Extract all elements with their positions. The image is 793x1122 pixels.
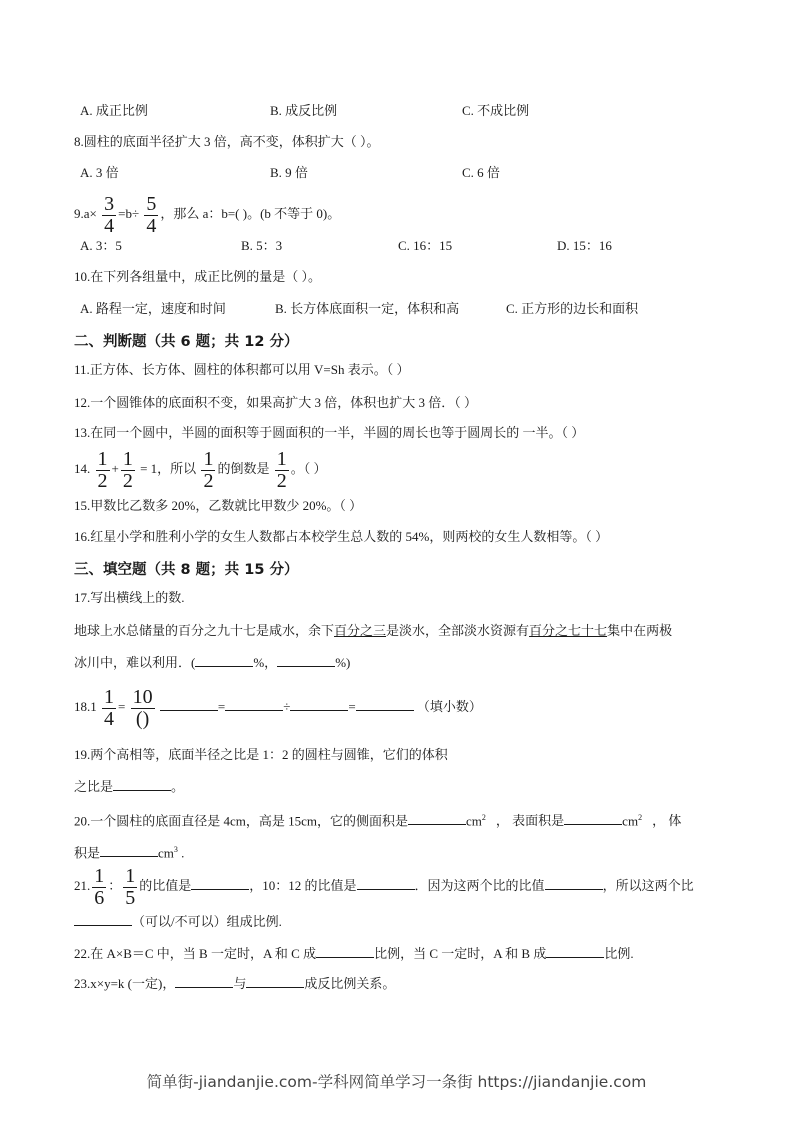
answer-blank[interactable]: [290, 698, 348, 711]
fraction-1-2: $\frac{1}{2}$: [203, 448, 214, 492]
q23: [74, 975, 395, 993]
q17-text: 集中在两极: [607, 623, 673, 638]
q21-text: ．因为这两个比的比值: [414, 877, 545, 893]
footer-watermark: 简单街-jiandanjie.com-学科网简单学习一条街 https://jiandanjie.com: [146, 1073, 647, 1091]
equals: =: [348, 699, 356, 714]
unit: cm: [466, 813, 482, 829]
answer-blank[interactable]: [191, 877, 249, 890]
q21-line2: [74, 913, 282, 931]
q19-text: 之比是: [74, 779, 114, 794]
period: .: [181, 845, 185, 861]
q9-option-a: A. 3：5: [80, 238, 122, 253]
q9-option-b: B. 5：3: [241, 238, 283, 253]
answer-blank[interactable]: [100, 844, 158, 857]
q15: 15.甲数比乙数多 20%，乙数就比甲数少 20%。（ ）: [74, 498, 363, 513]
answer-blank[interactable]: [113, 778, 171, 791]
unit: cm: [158, 845, 174, 861]
q20-text: ， 体: [652, 813, 682, 829]
q23-text: 23.x×y=k (一定)，: [74, 976, 176, 991]
q14-mid: 的倒数是: [217, 460, 270, 476]
superscript: 2: [481, 813, 486, 822]
q17-title: 17.写出横线上的数.: [74, 590, 185, 605]
q21-line1: [74, 866, 694, 908]
q9-option-c: C. 16：15: [398, 238, 453, 253]
q16: 16.红星小学和胜利小学的女生人数都占本校学生总人数的 54%，则两校的女生人数相等。（ ）: [74, 529, 609, 544]
q13: 13.在同一个圆中，半圆的面积等于圆面积的一半，半圆的周长也等于圆周长的 一半。（ ）: [74, 425, 585, 440]
underlined-text: 百分之三: [334, 623, 387, 638]
q19-end: 。: [171, 779, 185, 794]
colon: ：: [108, 877, 122, 893]
q9-stem: [74, 194, 340, 236]
answer-blank[interactable]: [546, 945, 604, 958]
q21-text: （可以/不可以）组成比例.: [132, 914, 282, 929]
q14-prefix: 14.: [74, 460, 91, 476]
q9-mid: =b÷: [118, 205, 140, 221]
q8-stem: 8.圆柱的底面半径扩大 3 倍，高不变，体积扩大（ ）。: [74, 134, 380, 149]
q21-prefix: 21.: [74, 877, 91, 893]
superscript: 3: [173, 845, 178, 854]
q20-text: 20.一个圆柱的底面直径是 4cm，高是 15cm，它的侧面积是: [74, 813, 409, 829]
equals: =: [217, 699, 226, 714]
q17-text: 地球上水总储量的百分之九十七是咸水，余下: [74, 623, 335, 638]
q14-suffix: 。（ ）: [290, 460, 327, 476]
answer-blank[interactable]: [175, 975, 233, 988]
q14: [74, 449, 326, 491]
q19-line1: 19.两个高相等，底面半径之比是 1：2 的圆柱与圆锥，它们的体积: [74, 747, 448, 762]
percent: %): [335, 655, 351, 670]
q8-option-c: C. 6 倍: [462, 165, 500, 180]
q22-text: 22.在 A×B＝C 中，当 B 一定时，A 和 C 成: [74, 946, 317, 961]
fraction-5-4: $\frac{5}{4}$: [146, 193, 157, 237]
q21-text: 的比值是: [139, 877, 192, 893]
q10-stem: 10.在下列各组量中，成正比例的量是（ ）。: [74, 269, 322, 284]
q18: [74, 684, 482, 730]
section-heading-judgment: 二、判断题（共 6 题；共 12 分）: [74, 334, 299, 350]
answer-blank[interactable]: [408, 812, 466, 825]
section-heading-fill: 三、填空题（共 8 题；共 15 分）: [74, 562, 299, 578]
q8-option-b: B. 9 倍: [270, 165, 308, 180]
q18-prefix: 18.1: [74, 699, 97, 714]
q7-option-a: A. 成正比例: [80, 103, 148, 118]
answer-blank[interactable]: [316, 945, 374, 958]
q23-text: 与: [233, 976, 247, 991]
fraction-1-2: $\frac{1}{2}$: [97, 448, 108, 492]
q20-text: 积是: [74, 845, 101, 861]
q17-text: 是淡水，全部淡水资源有: [386, 623, 530, 638]
equals: =: [118, 699, 126, 714]
superscript: 2: [638, 813, 643, 822]
q11: 11.正方体、长方体、圆柱的体积都可以用 V=Sh 表示。（ ）: [74, 362, 410, 377]
q14-eq: = 1，所以: [140, 460, 197, 476]
answer-blank[interactable]: [74, 913, 132, 926]
q9-option-d: D. 15：16: [557, 238, 612, 253]
fraction-3-4: $\frac{3}{4}$: [104, 193, 115, 237]
q8-option-a: A. 3 倍: [80, 165, 119, 180]
answer-blank[interactable]: [195, 654, 253, 667]
answer-blank[interactable]: [356, 698, 414, 711]
q21-text: ，所以这两个比: [602, 877, 694, 893]
fraction-1-4: $\frac{1}{4}$: [104, 686, 114, 731]
percent: %，: [253, 655, 278, 670]
answer-blank[interactable]: [225, 698, 283, 711]
q17-text: 冰川中，难以利用．(: [74, 655, 196, 670]
q10-option-c: C. 正方形的边长和面积: [506, 301, 639, 316]
q7-option-c: C. 不成比例: [462, 103, 530, 118]
plus-sign: +: [111, 460, 119, 476]
fraction-1-2: $\frac{1}{2}$: [276, 448, 287, 492]
q23-text: 成反比例关系。: [304, 976, 396, 991]
q9-suffix: ，那么 a：b=( )。(b 不等于 0)。: [160, 205, 341, 221]
q18-note: （填小数）: [416, 699, 482, 714]
fraction-1-2: $\frac{1}{2}$: [122, 448, 133, 492]
answer-blank[interactable]: [564, 812, 622, 825]
q10-option-a: A. 路程一定，速度和时间: [80, 301, 226, 316]
unit: cm: [622, 813, 639, 829]
answer-blank[interactable]: [277, 654, 335, 667]
answer-blank[interactable]: [246, 975, 304, 988]
q22: [74, 945, 634, 963]
q22-text: 比例，当 C 一定时，A 和 B 成: [374, 946, 547, 961]
q17-body: [74, 622, 672, 640]
q19-line2: [74, 778, 184, 796]
answer-blank[interactable]: [357, 877, 415, 890]
q7-option-b: B. 成反比例: [270, 103, 338, 118]
fraction-1-5: $\frac{1}{5}$: [125, 865, 136, 909]
answer-blank[interactable]: [160, 698, 218, 711]
q20-line1: [74, 809, 681, 830]
q20-line2: [74, 841, 184, 862]
fraction-10-blank: $\frac{10}{()}$: [132, 686, 153, 731]
divide-sign: ÷: [283, 699, 291, 714]
q9-prefix: 9.a×: [74, 205, 97, 221]
q10-option-b: B. 长方体底面积一定，体积和高: [275, 301, 460, 316]
fraction-1-6: $\frac{1}{6}$: [94, 865, 105, 909]
underlined-text: 百分之七十七: [529, 623, 608, 638]
q17-line2: [74, 654, 350, 672]
q22-text: 比例.: [604, 946, 634, 961]
q20-text: ， 表面积是: [495, 813, 565, 829]
answer-blank[interactable]: [545, 877, 603, 890]
q21-text: ，10：12 的比值是: [249, 877, 357, 893]
q12: 12.一个圆锥体的底面积不变，如果高扩大 3 倍，体积也扩大 3 倍．（ ）: [74, 395, 478, 410]
